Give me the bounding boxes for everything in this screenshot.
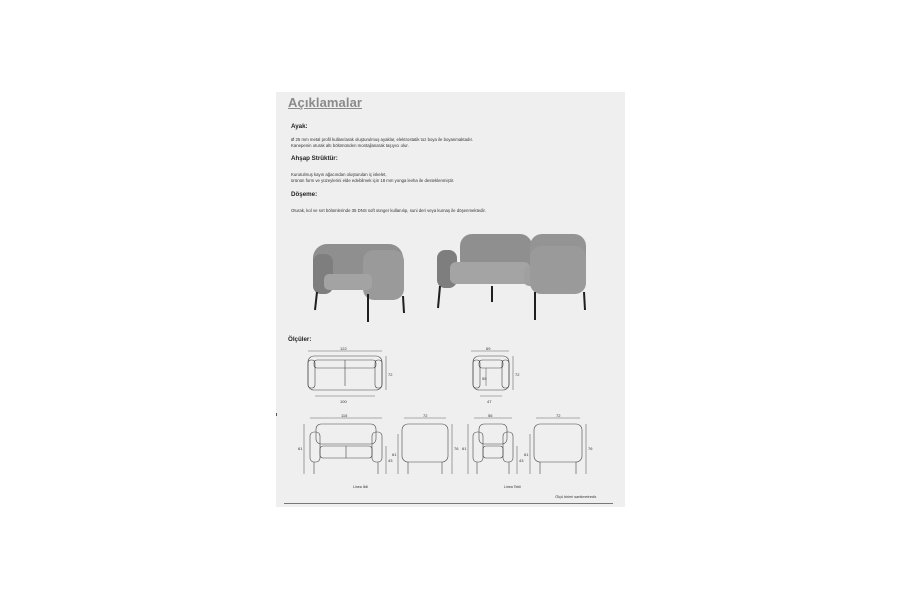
chair-top-view — [471, 346, 520, 404]
chair-front-height: 61 — [462, 446, 467, 451]
dimensions-heading: Ölçüler: — [288, 336, 312, 343]
sofa-side-height: 61 — [392, 452, 397, 457]
footer-note: Ölçü birimi santimetredir. — [555, 495, 597, 499]
page-tick-mark — [276, 413, 277, 416]
armchair-photo — [304, 232, 414, 324]
chair-top-depth: 72 — [515, 372, 520, 377]
upholstery-text-line-1: Oturak, kol ve sırt bölümlerinde 35 DNS soft sünger kullanılıp, suni deri veya kumaş ile döşenmektedir. — [291, 208, 486, 213]
section-heading-legs: Ayak: — [291, 123, 308, 130]
sofa-front-seat: 43 — [388, 458, 393, 463]
chair-top-inner: 47 — [487, 399, 492, 404]
sofa-top-width: 122 — [340, 346, 347, 351]
section-heading-structure: Ahşap Strüktür: — [291, 155, 338, 162]
section-heading-upholstery: Döşeme: — [291, 191, 318, 198]
chair-front-seat: 43 — [519, 458, 524, 463]
sofa-front-width: 115 — [341, 413, 348, 418]
caption-chair: Linea Tekli — [504, 485, 521, 489]
spec-sheet — [276, 92, 625, 507]
legs-text-line-1: Ø 25 mm metal profil kullanılarak oluşturulmuş ayaklar, elektrostatik toz boya ile boyanmaktadır. — [291, 137, 473, 142]
chair-front-width: 56 — [488, 413, 493, 418]
caption-sofa: Linea İkili — [353, 485, 368, 489]
chair-top-seat: 55 — [482, 376, 487, 381]
chair-side-view — [524, 413, 593, 474]
legs-text-line-2: Kanepenin oturak altı bölümünden montajlanarak taşıyıcı olur. — [291, 143, 409, 148]
footer-divider — [284, 503, 613, 504]
chair-side-height: 61 — [524, 452, 529, 457]
sofa-side-total: 76 — [454, 446, 459, 451]
chair-top-width: 69 — [486, 346, 491, 351]
chair-front-view — [462, 413, 524, 474]
structure-text-line-1: Kurutulmuş kayın ağacından oluşturulan iç iskelet, — [291, 172, 387, 177]
sofa-top-inner: 100 — [340, 399, 347, 404]
sofa-top-depth: 72 — [388, 372, 393, 377]
technical-drawings — [296, 346, 616, 496]
page-title: Açıklamalar — [288, 95, 363, 110]
structure-text-line-2: ürünün form ve yüzeylerini elde edebilmek için 18 mm yonga levha ile desteklenmiştir. — [291, 178, 455, 183]
sofa-front-view — [298, 413, 393, 474]
chair-side-total: 76 — [588, 446, 593, 451]
chair-side-depth: 72 — [556, 413, 561, 418]
sofa-side-view — [392, 413, 459, 474]
sofa-photo — [432, 230, 592, 322]
sofa-front-height: 61 — [298, 446, 303, 451]
sofa-top-view — [308, 346, 393, 404]
sofa-side-depth: 72 — [423, 413, 428, 418]
